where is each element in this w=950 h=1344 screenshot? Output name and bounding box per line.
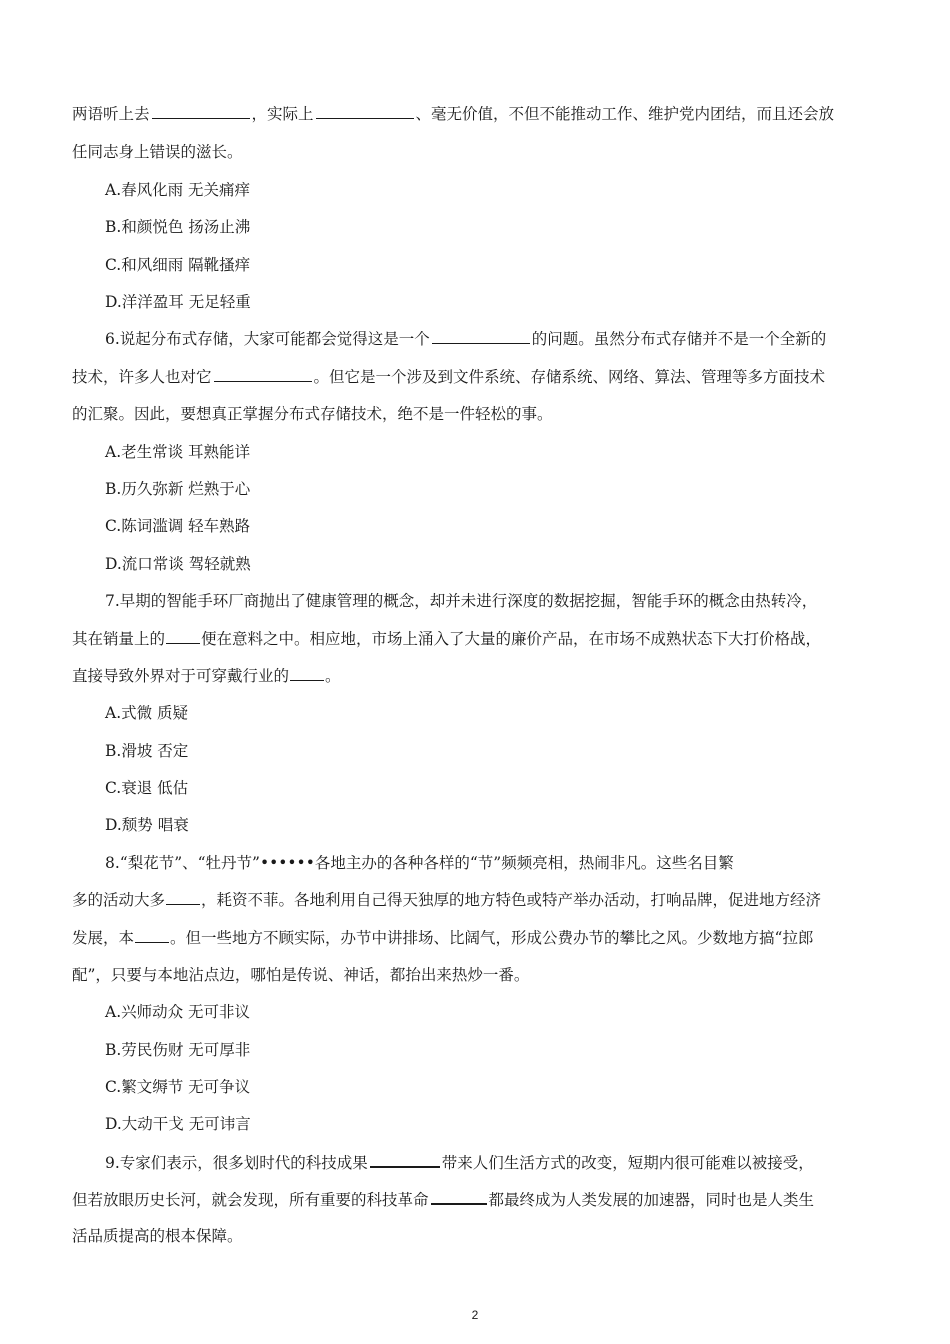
q7-line-3 bbox=[72, 666, 341, 686]
q9-text: 9.专家们表示，很多划时代的科技成果 bbox=[105, 1154, 368, 1172]
fill-blank bbox=[290, 666, 324, 681]
q8-text: ，耗资不菲。各地利用自己得天独厚的地方特色或特产举办活动，打响品牌，促进地方经济 bbox=[201, 891, 822, 909]
fill-blank bbox=[166, 890, 200, 905]
q6-option-a: A.老生常谈 耳熟能详 bbox=[105, 443, 251, 461]
q5-option-b: B.和颜悦色 扬汤止沸 bbox=[105, 218, 251, 236]
q7-option-c: C.衰退 低估 bbox=[105, 779, 189, 797]
fill-blank bbox=[370, 1152, 440, 1168]
q5-text: 、毫无价值，不但不能推动工作、维护党内团结，而且还会放 bbox=[415, 105, 835, 123]
q9-line-3: 活品质提高的根本保障。 bbox=[72, 1227, 243, 1245]
q6-text: 。但它是一个涉及到文件系统、存储系统、网络、算法、管理等多方面技术 bbox=[313, 368, 826, 386]
q5-option-c: C.和风细雨 隔靴搔痒 bbox=[105, 256, 251, 274]
q8-text: 发展，本 bbox=[72, 929, 135, 947]
fill-blank bbox=[152, 104, 250, 119]
q5-text: ，实际上 bbox=[251, 105, 314, 123]
q7-option-d: D.颓势 唱衰 bbox=[105, 816, 189, 834]
page-number: 2 bbox=[471, 1308, 479, 1322]
q7-text: 便在意料之中。相应地，市场上涌入了大量的廉价产品，在市场不成熟状态下大打价格战， bbox=[201, 630, 822, 648]
q7-line-1: 7.早期的智能手环厂商抛出了健康管理的概念，却并未进行深度的数据挖掘，智能手环的概念由热转冷， bbox=[105, 592, 818, 610]
q8-option-c: C.繁文缛节 无可争议 bbox=[105, 1078, 251, 1096]
q5-text: 两语听上去 bbox=[72, 105, 150, 123]
q6-text: 6.说起分布式存储，大家可能都会觉得这是一个 bbox=[105, 330, 430, 348]
fill-blank bbox=[316, 104, 414, 119]
q8-line-3 bbox=[72, 928, 813, 948]
q5-line-1 bbox=[72, 104, 834, 124]
q8-line-4: 配”，只要与本地沾点边，哪怕是传说、神话，都抬出来热炒一番。 bbox=[72, 966, 530, 984]
q7-line-2 bbox=[72, 629, 821, 649]
q9-text: 带来人们生活方式的改变，短期内很可能难以被接受， bbox=[441, 1154, 814, 1172]
q9-text: 但若放眼历史长河，就会发现，所有重要的科技革命 bbox=[72, 1191, 429, 1209]
fill-blank bbox=[431, 1189, 487, 1205]
q8-text: 多的活动大多 bbox=[72, 891, 166, 909]
q5-option-a: A.春风化雨 无关痛痒 bbox=[105, 181, 251, 199]
fill-blank bbox=[135, 928, 169, 943]
q9-text: 都最终成为人类发展的加速器，同时也是人类生 bbox=[488, 1191, 815, 1209]
q5-option-d: D.洋洋盈耳 无足轻重 bbox=[105, 293, 251, 311]
q6-line-1 bbox=[105, 329, 826, 349]
q6-line-2 bbox=[72, 367, 825, 387]
q8-line-2 bbox=[72, 890, 821, 910]
q6-line-3: 的汇聚。因此，要想真正掌握分布式存储技术，绝不是一件轻松的事。 bbox=[72, 405, 553, 423]
q6-option-b: B.历久弥新 烂熟于心 bbox=[105, 480, 251, 498]
q7-text: 。 bbox=[325, 667, 341, 685]
q9-line-2 bbox=[72, 1189, 814, 1210]
q8-text: 。但一些地方不顾实际，办节中讲排场、比阔气，形成公费办节的攀比之风。少数地方搞“拉郎 bbox=[170, 929, 814, 947]
fill-blank bbox=[214, 367, 312, 382]
q8-option-a: A.兴师动众 无可非议 bbox=[105, 1003, 251, 1021]
q6-option-c: C.陈词滥调 轻车熟路 bbox=[105, 517, 251, 535]
fill-blank bbox=[166, 629, 200, 644]
q6-text: 的问题。虽然分布式存储并不是一个全新的 bbox=[531, 330, 827, 348]
q7-option-b: B.滑坡 否定 bbox=[105, 742, 189, 760]
q8-option-d: D.大动干戈 无可讳言 bbox=[105, 1115, 251, 1133]
q7-option-a: A.式微 质疑 bbox=[105, 704, 189, 722]
q6-option-d: D.流口常谈 驾轻就熟 bbox=[105, 555, 251, 573]
q8-line-1: 8.“梨花节”、“牡丹节”••••••各地主办的各种各样的“节”频频亮相，热闹非凡。这些名目繁 bbox=[105, 854, 734, 872]
q5-line-2: 任同志身上错误的滋长。 bbox=[72, 143, 243, 161]
q7-text: 直接导致外界对于可穿戴行业的 bbox=[72, 667, 290, 685]
q6-text: 技术，许多人也对它 bbox=[72, 368, 212, 386]
q7-text: 其在销量上的 bbox=[72, 630, 166, 648]
q9-line-1 bbox=[105, 1152, 814, 1173]
q8-option-b: B.劳民伤财 无可厚非 bbox=[105, 1041, 251, 1059]
fill-blank bbox=[432, 329, 530, 344]
